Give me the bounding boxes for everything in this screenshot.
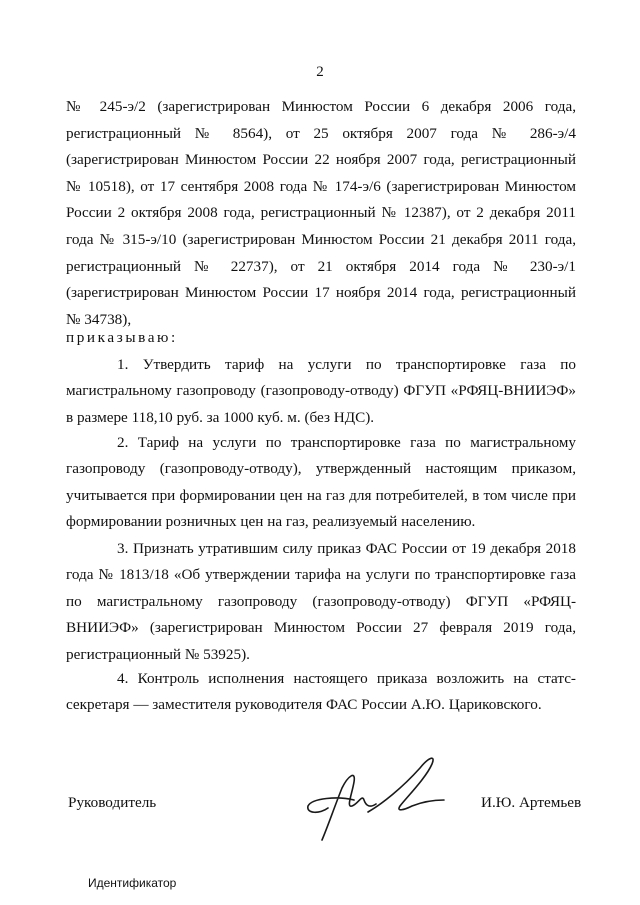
order-item-2: 2. Тариф на услуги по транспортировке газа по магистральному газопроводу (газопроводу-отводу), утвержденный настоящим приказом, учитывается при формировании цен на газ для потребителей, в том числе при формировании розничных цен на газ, реализуемый населению. [66, 434, 576, 531]
intro-paragraph: № 245-э/2 (зарегистрирован Минюстом России 6 декабря 2006 года, регистрационный № 8564), от 25 октября 2007 года № 286-э/4 (зарегистрирован Минюстом России 22 ноября 2007 года, регистрационный № 10518), от 17 сентября 2008 года № 174-э/6 (зарегистрирован Минюстом России 2 октября 2008 года, регистрационный № 12387), от 2 декабря 2011 года № 315-э/10 (зарегистрирован Минюстом России 21 декабря 2011 года, регистрационный № 22737), от 21 октября 2014 года № 230-э/1 (зарегистрирован Минюстом России 17 ноября 2014 года, регистрационный № 34738), [66, 98, 576, 328]
handwritten-signature [298, 748, 446, 848]
order-item-3: 3. Признать утратившим силу приказ ФАС России от 19 декабря 2018 года № 1813/18 «Об утверждении тарифа на услуги по транспортировке газа по магистральному газопроводу (газопроводу-отводу) ФГУП «РФЯЦ-ВНИИЭФ» (зарегистрирован Минюстом России 27 февраля 2019 года, регистрационный № 53925). [66, 540, 576, 663]
page-number: 2 [316, 64, 324, 80]
signatory-name: И.Ю. Артемьев [481, 794, 582, 811]
order-item-1: 1. Утвердить тариф на услуги по транспортировке газа по магистральному газопроводу (газопроводу-отводу) ФГУП «РФЯЦ-ВНИИЭФ» в размере 118,10 руб. за 1000 куб. м. (без НДС). [66, 356, 576, 426]
signatory-title: Руководитель [68, 794, 157, 811]
prikazyvayu-heading: приказываю: [66, 329, 178, 346]
order-item-4: 4. Контроль исполнения настоящего приказа возложить на статс-секретаря — заместителя руководителя ФАС России А.Ю. Цариковского. [66, 670, 576, 714]
identifier-label: Идентификатор [88, 876, 177, 890]
